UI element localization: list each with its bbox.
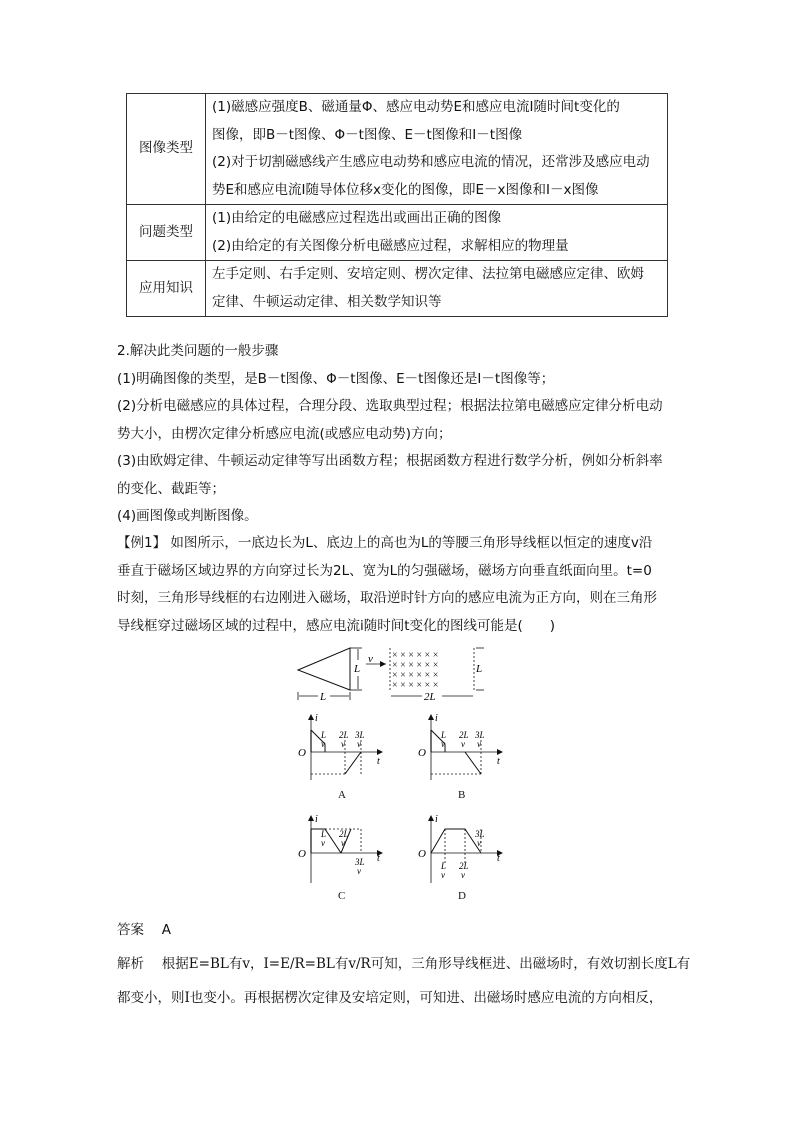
example-line: 导线框穿过磁场区域的过程中，感应电流i随时间t变化的图线可能是( )	[117, 617, 556, 634]
content-line: 定律、牛顿运动定律、相关数学知识等	[212, 293, 442, 310]
svg-text:× × × × × ×: × × × × × ×	[392, 680, 439, 691]
tick-label: v	[477, 739, 481, 749]
graph-option-b	[415, 712, 507, 784]
origin-label: O	[418, 747, 426, 759]
option-a-label: A	[338, 789, 346, 801]
content-line: (2)由给定的有关图像分析电磁感应过程，求解相应的物理量	[212, 237, 569, 254]
tick-label: v	[477, 838, 481, 848]
content-line: 左手定则、右手定则、安培定则、楞次定律、法拉第电磁感应定律、欧姆	[212, 266, 644, 282]
axis-i-label: i	[435, 814, 438, 825]
axis-t-label: t	[377, 853, 380, 864]
step-2: (2)分析电磁感应的具体过程，合理分段、选取典型过程；根据法拉第电磁感应定律分析电动	[117, 398, 663, 414]
tick-label: 3L	[355, 857, 365, 867]
option-c-label: C	[338, 890, 346, 902]
example-line: 垂直于磁场区域边界的方向穿过长为2L、宽为L的匀强磁场，磁场方向垂直纸面向里。t=0	[117, 562, 652, 579]
origin-label: O	[298, 747, 306, 759]
field-width-label: L	[476, 663, 483, 675]
tick-label: v	[461, 739, 465, 749]
tick-label: 2L	[339, 730, 349, 740]
option-d-label: D	[458, 890, 466, 902]
content-line: (1)由给定的电磁感应过程选出或画出正确的图像	[212, 210, 502, 226]
axis-i-label: i	[435, 713, 438, 724]
tick-label: 2L	[339, 829, 349, 839]
tick-label: 2L	[459, 861, 469, 871]
steps-section	[117, 338, 685, 531]
axis-t-label: t	[497, 853, 500, 864]
triangle-height-label: L	[354, 663, 361, 675]
triangle-base-label: L	[320, 691, 327, 703]
solution-line-2: 都变小，则I也变小。再根据楞次定律及安培定则，可知进、出磁场时感应电流的方向相反，	[117, 990, 663, 1006]
tick-label: v	[341, 838, 345, 848]
tick-label: 3L	[475, 730, 485, 740]
origin-label: O	[418, 848, 426, 860]
tick-label: L	[441, 730, 447, 740]
option-b-label: B	[458, 789, 466, 801]
tick-label: L	[321, 829, 327, 839]
answer-label: 答案	[117, 922, 144, 938]
field-length-label: 2L	[424, 691, 436, 703]
content-line: 势E和感应电流I随导体位移x变化的图像，即E－x图像和I－x图像	[212, 181, 599, 198]
graph-option-c	[295, 813, 387, 885]
row-header: 图像类型	[127, 94, 206, 205]
graph-option-a	[295, 712, 387, 784]
origin-label: O	[298, 848, 306, 860]
step-4: (4)画图像或判断图像。	[117, 508, 258, 524]
step-3: (3)由欧姆定律、牛顿运动定律等写出函数方程；根据函数方程进行数学分析，例如分析斜率	[117, 453, 663, 469]
tick-label: 3L	[475, 829, 485, 839]
solution-label: 解析	[117, 956, 144, 972]
tick-label: 3L	[355, 730, 365, 740]
axis-i-label: i	[315, 713, 318, 724]
table-row	[127, 94, 668, 205]
answer-line	[117, 918, 171, 938]
tick-label: L	[441, 861, 447, 871]
setup-figure	[290, 644, 490, 704]
row-header: 应用知识	[127, 261, 206, 317]
table-row	[127, 205, 668, 261]
info-table	[126, 93, 668, 317]
magnetic-field	[392, 650, 438, 691]
content-line: (2)对于切割磁感线产生感应电动势和感应电流的情况，还常涉及感应电动	[212, 154, 650, 170]
row-content	[206, 261, 668, 317]
axis-i-label: i	[315, 814, 318, 825]
row-content	[206, 205, 668, 261]
tick-label: v	[441, 739, 445, 749]
example-line: 【例1】 如图所示，一底边长为L、底边上的高也为L的等腰三角形导线框以恒定的速度v沿	[117, 535, 653, 551]
tick-label: v	[461, 870, 465, 880]
table-row	[127, 261, 668, 317]
example-line: 时刻，三角形导线框的右边刚进入磁场，取沿逆时针方向的感应电流为正方向，则在三角形	[117, 590, 657, 606]
axis-t-label: t	[497, 756, 500, 767]
row-header: 问题类型	[127, 205, 206, 261]
tick-label: v	[357, 866, 361, 876]
step-2-cont: 势大小，由楞次定律分析感应电流(或感应电动势)方向；	[117, 425, 452, 442]
tick-label: v	[321, 838, 325, 848]
row-content	[206, 94, 668, 205]
solution-text: 根据E=BL有v，I=E/R=BL有v/R可知，三角形导线框进、出磁场时，有效切割长度L有	[161, 956, 691, 972]
svg-text:× × × × × ×: × × × × × ×	[392, 670, 439, 681]
content-line: 图像，即B－t图像、Φ－t图像、E－t图像和I－t图像	[212, 126, 523, 143]
steps-heading: 2.解决此类问题的一般步骤	[117, 343, 279, 359]
axis-t-label: t	[377, 756, 380, 767]
step-3-cont: 的变化、截距等；	[117, 480, 225, 497]
graph-option-d	[415, 813, 507, 885]
tick-label: v	[357, 739, 361, 749]
velocity-label: v	[368, 653, 373, 665]
tick-label: v	[341, 739, 345, 749]
triangle-frame	[298, 648, 350, 690]
svg-text:× × × × × ×: × × × × × ×	[392, 650, 439, 661]
tick-label: L	[321, 730, 327, 740]
answer-value: A	[161, 922, 172, 938]
tick-label: v	[441, 870, 445, 880]
tick-label: 2L	[459, 730, 469, 740]
content-line: (1)磁感应强度B、磁通量Φ、感应电动势E和感应电流I随时间t变化的	[212, 99, 620, 115]
example-problem	[117, 530, 685, 640]
svg-text:× × × × × ×: × × × × × ×	[392, 660, 439, 671]
tick-label: v	[321, 739, 325, 749]
solution-line-1	[117, 952, 690, 972]
step-1: (1)明确图像的类型，是B－t图像、Φ－t图像、E－t图像还是I－t图像等；	[117, 370, 555, 387]
